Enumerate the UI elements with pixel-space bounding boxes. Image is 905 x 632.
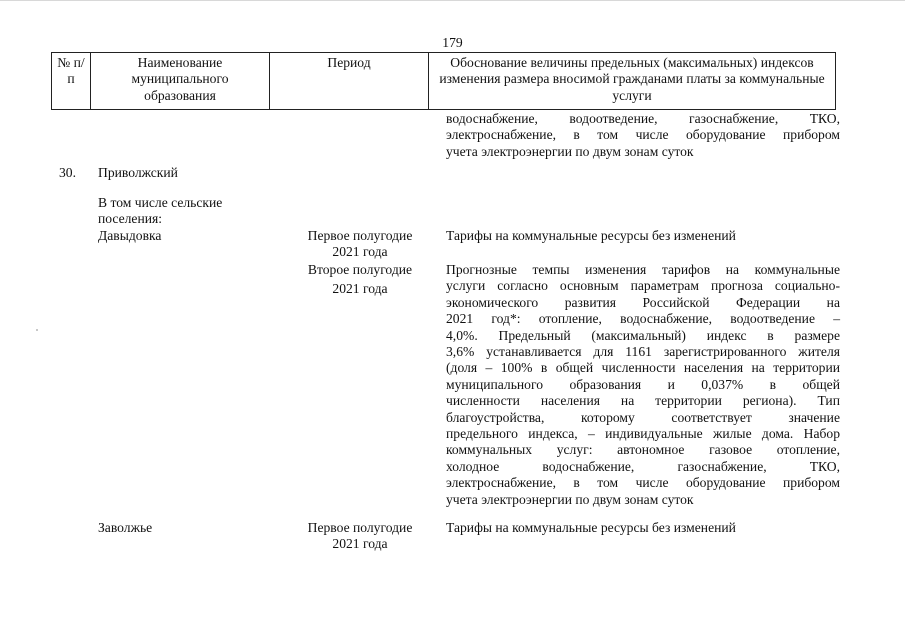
text-line: экономического развития Российской Федерации на (446, 294, 840, 310)
continuation-text (446, 111, 840, 160)
reason-text: Тарифы на коммунальные ресурсы без изменений (446, 228, 736, 243)
text-line: электроснабжение, в том числе оборудование прибором (446, 475, 840, 491)
reason-text-block (446, 262, 840, 508)
text-line: 2021 год*: отопление, водоснабжение, водоотведение – (446, 311, 840, 327)
period-cell (290, 228, 430, 261)
period-line: 2021 года (332, 536, 388, 552)
text-line: благоустройства, которому соответствует значение (446, 409, 840, 425)
period-line: Первое полугодие (307, 520, 413, 535)
subheading-line: В том числе сельские (98, 195, 223, 210)
scan-top-edge (0, 0, 905, 1)
header-num: № п/п (52, 53, 91, 110)
text-line: 3,6% устанавливается для 1161 зарегистрированного жителя (446, 344, 840, 360)
text-line: холодное водоснабжение, газоснабжение, ТКО, (446, 458, 840, 474)
settlement-name: Давыдовка (98, 228, 162, 243)
text-line: учета электроэнергии по двум зонам суток (446, 143, 694, 159)
period-cell (290, 520, 430, 553)
period-line: Второе полугодие (307, 262, 413, 277)
subheading (98, 195, 268, 228)
text-line: коммунальных услуг: автономное газовое отопление, (446, 442, 840, 458)
scan-speck (36, 329, 38, 331)
settlement-name: Заволжье (98, 520, 153, 535)
text-line: учета электроэнергии по двум зонам суток (446, 491, 694, 507)
period-line: Первое полугодие (307, 228, 413, 243)
row-number: 30. (59, 165, 76, 180)
text-line: услуги согласно основным параметрам прогноза социально- (446, 278, 840, 294)
text-line: (доля – 100% в общей численности населения на территории (446, 360, 840, 376)
text-line: муниципального образования и 0,037% в общей (446, 376, 840, 392)
period-line: 2021 года (332, 281, 388, 297)
text-line: 4,0%. Предельный (максимальный) индекс в размере (446, 327, 840, 343)
page-number: 179 (442, 35, 463, 50)
text-line: предельного индекса, – индивидуальные жилые дома. Набор (446, 426, 840, 442)
table-header (51, 52, 836, 110)
text-line: численности населения на территории региона). Тип (446, 393, 840, 409)
period-cell (290, 262, 430, 298)
text-line: электроснабжение, в том числе оборудование прибором (446, 127, 840, 143)
reason-text: Тарифы на коммунальные ресурсы без изменений (446, 520, 736, 535)
municipality-name: Приволжский (98, 165, 178, 180)
text-line: водоснабжение, водоотведение, газоснабжение, ТКО, (446, 111, 840, 126)
period-line: 2021 года (332, 244, 388, 260)
text-line: Прогнозные темпы изменения тарифов на коммунальные (446, 262, 840, 277)
subheading-line: поселения: (98, 211, 163, 227)
header-period: Период (270, 53, 429, 110)
header-name: Наименование муниципального образования (91, 53, 270, 110)
header-reason: Обоснование величины предельных (максимальных) индексов изменения размера вносимой гражданами платы за коммунальные услуги (429, 53, 836, 110)
